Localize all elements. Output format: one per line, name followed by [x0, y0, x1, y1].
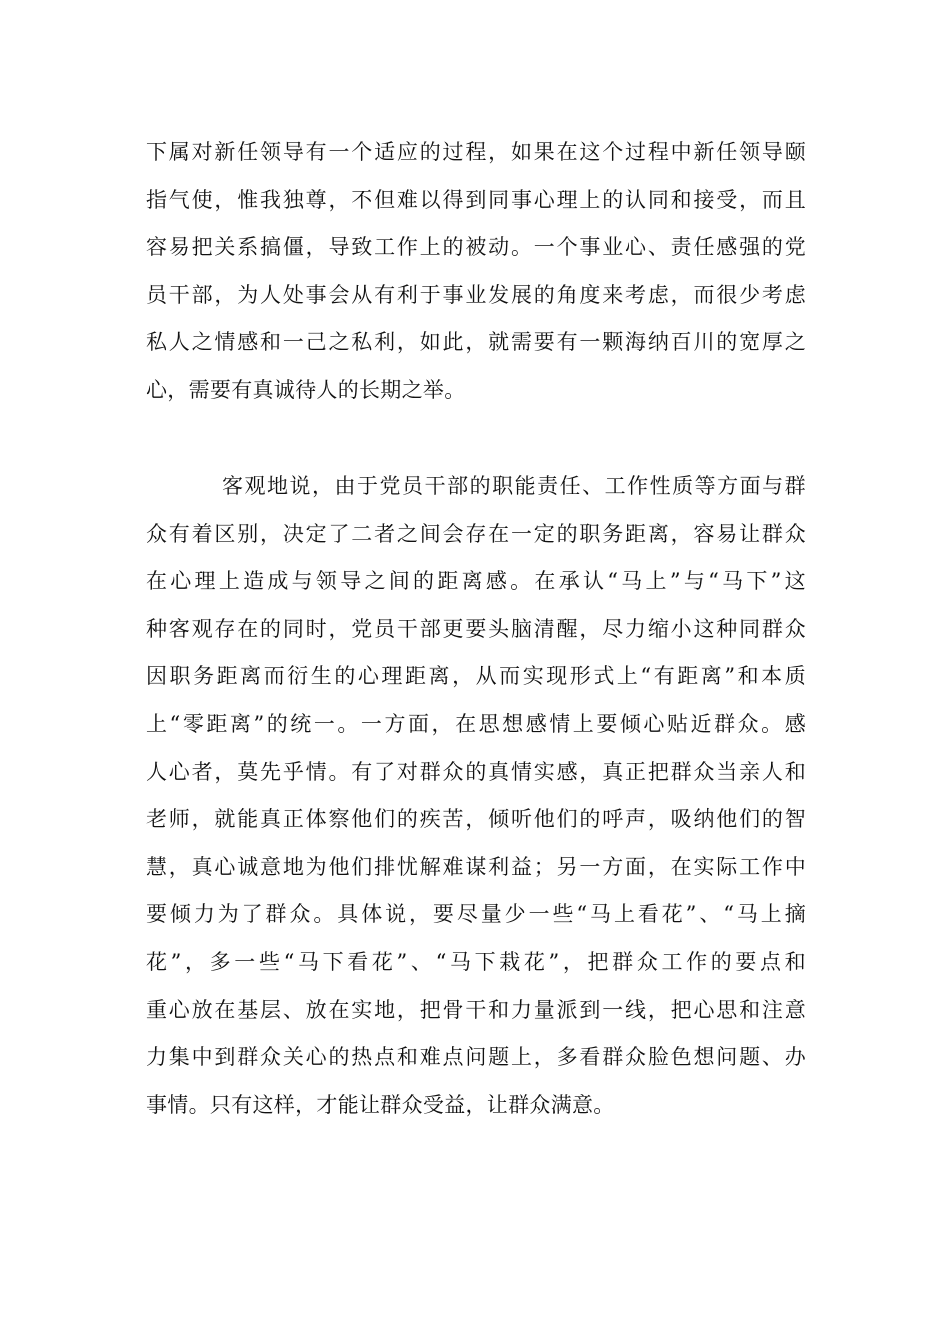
text-line: 因职务距离而衍生的心理距离，从而实现形式上“有距离”和本质	[146, 664, 806, 689]
paragraph-2	[146, 463, 806, 1129]
text-line: 花”，多一些“马下看花”、“马下栽花”，把群众工作的要点和	[146, 949, 806, 974]
text-line: 容易把关系搞僵，导致工作上的被动。一个事业心、责任感强的党	[146, 235, 806, 260]
text-line: 上“零距离”的统一。一方面，在思想感情上要倾心贴近群众。感	[146, 711, 806, 736]
paragraph-1	[146, 129, 806, 415]
text-line: 事情。只有这样，才能让群众受益，让群众满意。	[146, 1092, 615, 1117]
text-line: 指气使，惟我独尊，不但难以得到同事心理上的认同和接受，而且	[146, 187, 806, 212]
text-line-indented: 客观地说，由于党员干部的职能责任、工作性质等方面与群	[222, 474, 806, 498]
text-line: 众有着区别，决定了二者之间会存在一定的职务距离，容易让群众	[146, 521, 806, 546]
text-line: 在心理上造成与领导之间的距离感。在承认“马上”与“马下”这	[146, 569, 806, 594]
text-line: 员干部，为人处事会从有利于事业发展的角度来考虑，而很少考虑	[146, 282, 806, 307]
text-line: 种客观存在的同时，党员干部更要头脑清醒，尽力缩小这种同群众	[146, 616, 806, 641]
text-line: 私人之情感和一己之私利，如此，就需要有一颗海纳百川的宽厚之	[146, 330, 806, 355]
text-line: 人心者，莫先乎情。有了对群众的真情实感，真正把群众当亲人和	[146, 759, 806, 784]
text-line: 慧，真心诚意地为他们排忧解难谋利益；另一方面，在实际工作中	[146, 854, 806, 879]
text-line: 下属对新任领导有一个适应的过程，如果在这个过程中新任领导颐	[146, 140, 806, 164]
text-line: 要倾力为了群众。具体说，要尽量少一些“马上看花”、“马上摘	[146, 902, 806, 927]
text-line: 心，需要有真诚待人的长期之举。	[146, 377, 466, 402]
text-line: 重心放在基层、放在实地，把骨干和力量派到一线，把心思和注意	[146, 997, 806, 1022]
text-line: 老师，就能真正体察他们的疾苦，倾听他们的呼声，吸纳他们的智	[146, 807, 806, 832]
text-line: 力集中到群众关心的热点和难点问题上，多看群众脸色想问题、办	[146, 1045, 806, 1070]
